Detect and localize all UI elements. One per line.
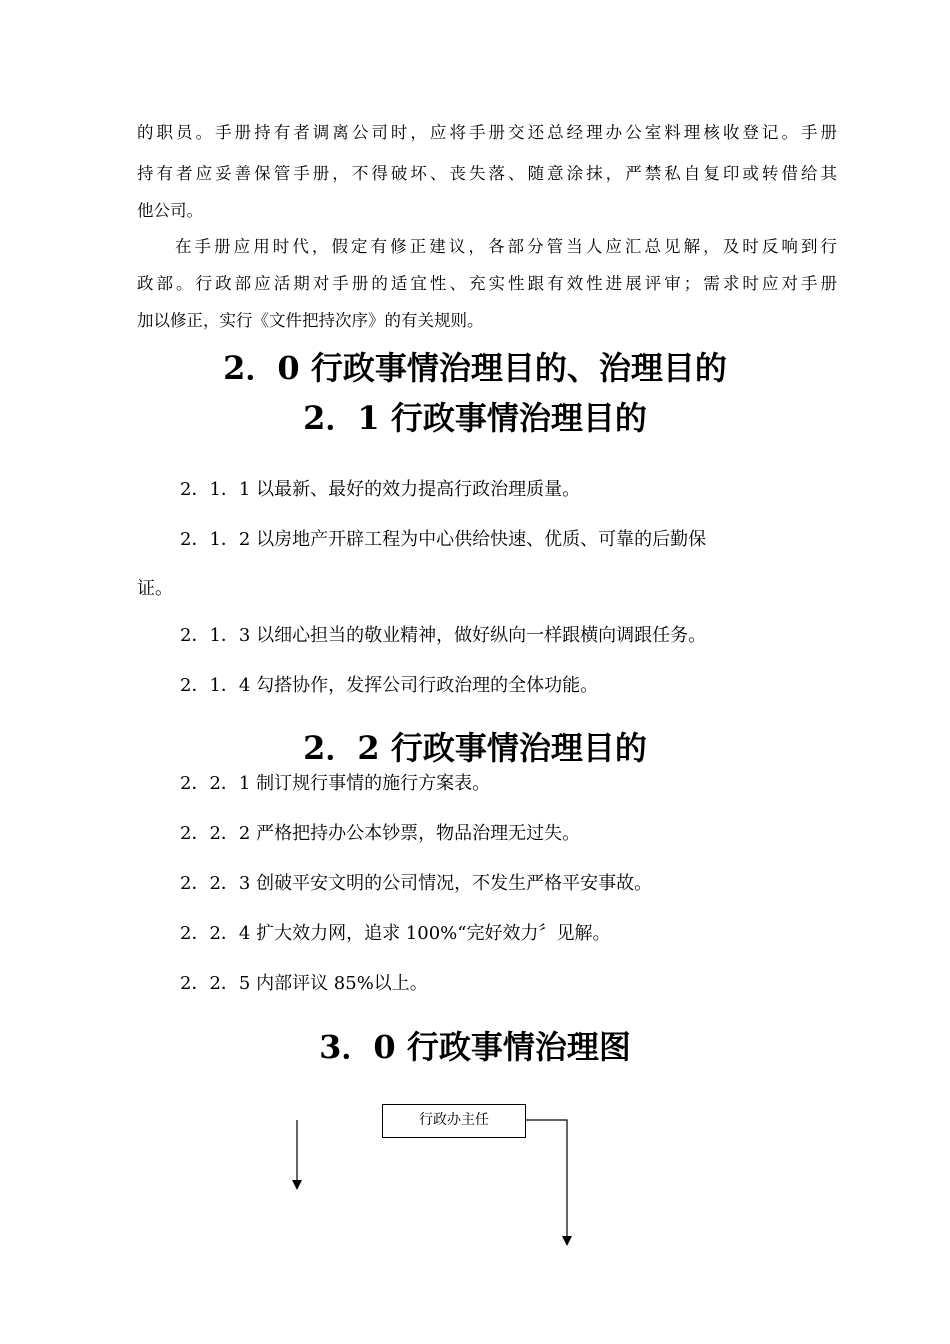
list-item: 证。 [137,578,173,599]
left-arrow-head [292,1180,302,1190]
list-item: 2．1．2 以房地产开辟工程为中心供给快速、优质、可靠的后勤保 [180,529,707,550]
intro-line-3: 他公司。 [137,201,203,220]
section-2-title: 2．0 行政事情治理目的、治理目的 [223,349,727,387]
list-item: 2．2．3 创破平安文明的公司情况，不发生严格平安事故。 [180,873,653,894]
intro-line-6: 加以修正，实行《文件把持次序》的有关规则。 [137,311,484,330]
section-2-2-title: 2．2 行政事情治理目的 [303,729,647,767]
list-item: 2．2．5 内部评议 85%以上。 [180,973,428,994]
list-item: 2．1．1 以最新、最好的效力提高行政治理质量。 [180,479,581,500]
org-box-admin-director: 行政办主任 [382,1104,526,1138]
list-item: 2．2．2 严格把持办公本钞票，物品治理无过失。 [180,823,581,844]
list-item: 2．1．3 以细心担当的敬业精神，做好纵向一样跟横向调跟任务。 [180,625,707,646]
right-connector-line [526,1120,567,1238]
intro-line-5: 政部。行政部应活期对手册的适宜性、充实性跟有效性进展评审；需求时应对手册 [137,274,837,293]
intro-line-2: 持有者应妥善保管手册，不得破坏、丧失落、随意涂抹，严禁私自复印或转借给其 [137,164,837,183]
section-2-1-title: 2．1 行政事情治理目的 [303,399,647,437]
list-item: 2．1．4 勾搭协作，发挥公司行政治理的全体功能。 [180,675,599,696]
intro-line-1: 的职员。手册持有者调离公司时，应将手册交还总经理办公室料理核收登记。手册 [137,123,837,142]
list-item: 2．2．4 扩大效力网，追求 100%“完好效力〞见解。 [180,923,611,944]
section-3-title: 3．0 行政事情治理图 [319,1028,631,1066]
intro-line-4: 在手册应用时代，假定有修正建议，各部分管当人应汇总见解，及时反响到行 [175,237,837,256]
right-arrow-head [562,1236,572,1246]
list-item: 2．2．1 制订规行事情的施行方案表。 [180,773,491,794]
